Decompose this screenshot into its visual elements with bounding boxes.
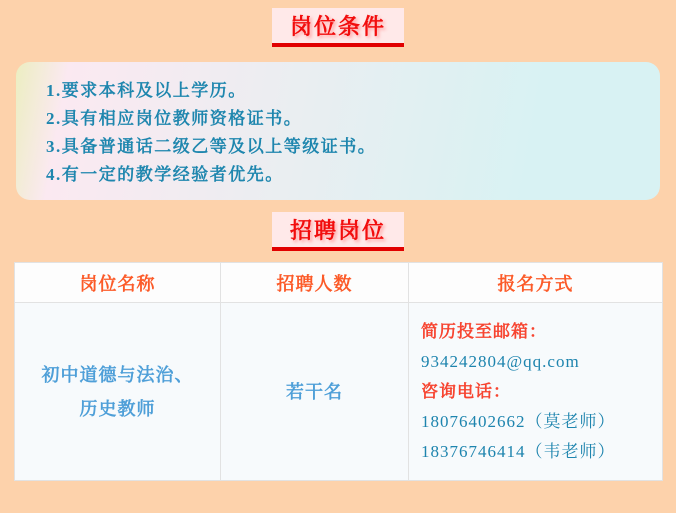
section-title-job-requirements-label: 岗位条件 [289, 14, 386, 39]
section-title-recruitment-positions-label: 招聘岗位 [289, 218, 386, 243]
positions-table-row [15, 303, 663, 481]
phone-number-1: 18076402662（莫老师） [421, 411, 616, 431]
section-title-recruitment-positions [272, 212, 404, 251]
cell-application-method [409, 303, 663, 481]
column-header-recruit-count: 招聘人数 [221, 263, 409, 303]
phone-number-2: 18376746414（韦老师） [421, 441, 616, 461]
column-header-application-method: 报名方式 [409, 263, 663, 303]
requirement-item-1: 1.要求本科及以上学历。 [46, 81, 247, 100]
requirement-item-4: 4.有一定的教学经验者优先。 [46, 165, 284, 184]
section-title-job-requirements [272, 8, 404, 47]
positions-table [14, 262, 663, 481]
email-address: 934242804@qq.com [421, 351, 580, 371]
column-header-position-name: 岗位名称 [15, 263, 221, 303]
phone-label: 咨询电话： [421, 381, 511, 401]
cell-position-name: 初中道德与法治、历史教师 [15, 303, 221, 481]
requirement-item-3: 3.具备普通话二级乙等及以上等级证书。 [46, 137, 377, 156]
email-label: 简历投至邮箱： [421, 321, 547, 341]
requirement-item-2: 2.具有相应岗位教师资格证书。 [46, 109, 303, 128]
positions-table-header-row [15, 263, 663, 303]
cell-recruit-count: 若干名 [221, 303, 409, 481]
requirements-panel [16, 62, 660, 200]
